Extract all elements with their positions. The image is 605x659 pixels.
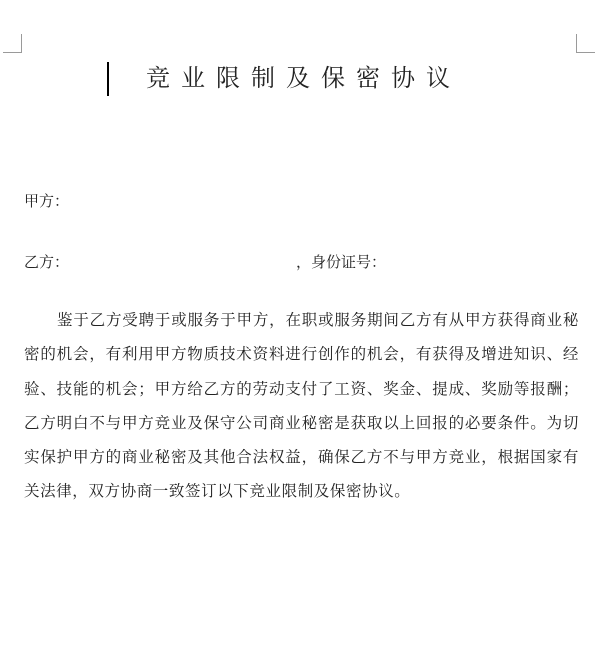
top-right-margin-mark <box>576 34 595 53</box>
body-paragraph: 鉴于乙方受聘于或服务于甲方，在职或服务期间乙方有从甲方获得商业秘密的机会，有利用甲方物质技术资料进行创作的机会，有获得及增进知识、经验、技能的机会；甲方给乙方的劳动支付了工资、奖金、提成、奖励等报酬；乙方明白不与甲方竞业及保守公司商业秘密是获取以上回报的必要条件。为切实保护甲方的商业秘密及其他合法权益，确保乙方不与甲方竞业，根据国家有关法律，双方协商一致签订以下竞业限制及保密协议。 <box>24 311 579 501</box>
party-a-label: 甲方： <box>24 192 70 210</box>
id-number-label: ，身份证号： <box>296 253 387 271</box>
text-cursor <box>107 62 109 96</box>
party-b-label: 乙方： <box>24 253 70 271</box>
title-container <box>0 58 605 93</box>
top-left-margin-mark <box>3 34 22 53</box>
document-title: 竞业限制及保密协议 <box>146 64 461 92</box>
